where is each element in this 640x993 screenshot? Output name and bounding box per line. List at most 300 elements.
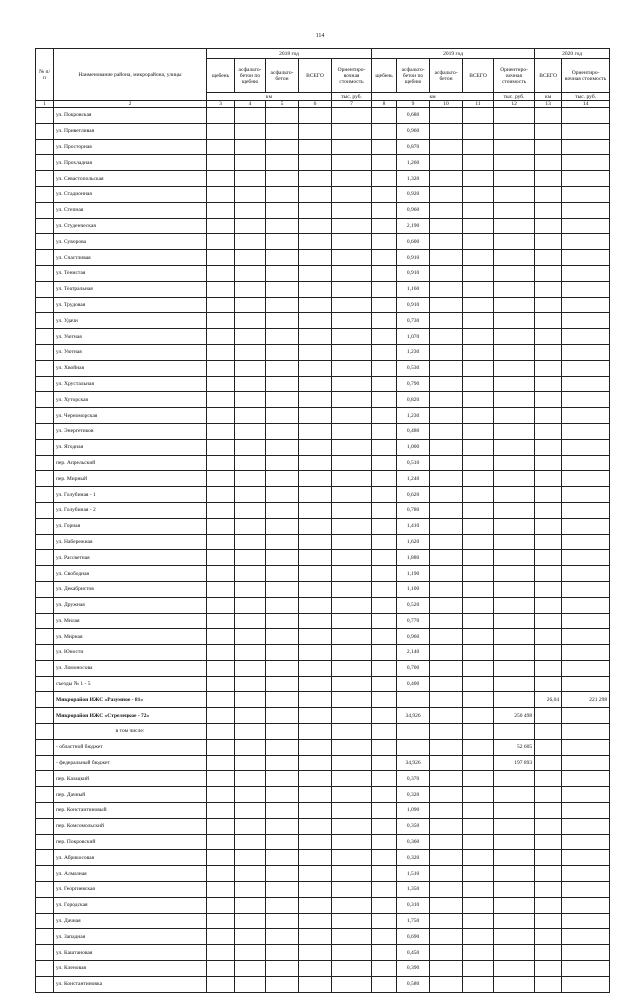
cell-col-13 [535, 834, 562, 850]
header-2019-total: ВСЕГО [463, 59, 494, 93]
cell-col-7 [332, 423, 372, 439]
cell-col-8 [372, 281, 397, 297]
cell-col-5 [266, 518, 299, 534]
header-2018-cost: Ориентиро-вочная стоимость [332, 59, 372, 93]
header-name: Наименование района, микрорайона, улицы [54, 49, 207, 101]
cell-col-14 [562, 487, 610, 503]
cell-col-11 [463, 471, 494, 487]
cell-col-8 [372, 597, 397, 613]
cell-col-3 [207, 108, 235, 124]
cell-col-1 [36, 439, 54, 455]
table-row [36, 186, 610, 202]
cell-col-10 [430, 597, 463, 613]
cell-col-8 [372, 913, 397, 929]
cell-col-11 [463, 392, 494, 408]
cell-col-1 [36, 234, 54, 250]
cell-col-9: 2,190 [397, 218, 430, 234]
cell-col-5 [266, 913, 299, 929]
cell-col-12 [494, 202, 535, 218]
cell-col-14 [562, 597, 610, 613]
cell-col-12 [494, 550, 535, 566]
unit-rub-2020: тыс. руб. [562, 93, 610, 101]
column-number: 3 [207, 101, 235, 108]
cell-col-6 [299, 629, 332, 645]
cell-col-14 [562, 186, 610, 202]
cell-col-8 [372, 423, 397, 439]
street-name: ул. Черноморская [54, 408, 207, 424]
cell-col-13 [535, 897, 562, 913]
cell-col-6 [299, 597, 332, 613]
street-name: пер. Казацкий [54, 771, 207, 787]
cell-col-8 [372, 186, 397, 202]
cell-col-11 [463, 329, 494, 345]
cell-col-8 [372, 155, 397, 171]
cell-col-9 [397, 724, 430, 740]
table-row [36, 897, 610, 913]
cell-col-3 [207, 376, 235, 392]
cell-col-3 [207, 329, 235, 345]
cell-col-4 [235, 218, 266, 234]
cell-col-4 [235, 108, 266, 124]
cell-col-12 [494, 629, 535, 645]
cell-col-7 [332, 250, 372, 266]
cell-col-7 [332, 771, 372, 787]
cell-col-12 [494, 487, 535, 503]
cell-col-1 [36, 297, 54, 313]
header-2018-total: ВСЕГО [299, 59, 332, 93]
cell-col-7 [332, 787, 372, 803]
column-number: 1 [36, 101, 54, 108]
cell-col-5 [266, 408, 299, 424]
cell-col-12 [494, 534, 535, 550]
table-row [36, 945, 610, 961]
cell-col-7 [332, 550, 372, 566]
cell-col-1 [36, 281, 54, 297]
cell-col-8 [372, 250, 397, 266]
table-row [36, 929, 610, 945]
table-row [36, 455, 610, 471]
cell-col-1 [36, 929, 54, 945]
cell-col-9: 1,100 [397, 581, 430, 597]
cell-col-3 [207, 787, 235, 803]
cell-col-12 [494, 250, 535, 266]
cell-col-9: 1,880 [397, 550, 430, 566]
cell-col-13 [535, 518, 562, 534]
cell-col-10 [430, 581, 463, 597]
cell-col-4 [235, 376, 266, 392]
cell-col-5 [266, 629, 299, 645]
cell-col-1 [36, 360, 54, 376]
cell-col-3 [207, 882, 235, 898]
table-row [36, 344, 610, 360]
cell-col-3 [207, 850, 235, 866]
cell-col-10 [430, 613, 463, 629]
cell-col-6 [299, 250, 332, 266]
header-year-2020: 2020 год [535, 49, 610, 59]
page-number: 114 [315, 33, 325, 39]
cell-col-8 [372, 518, 397, 534]
cell-col-12 [494, 123, 535, 139]
cell-col-7 [332, 834, 372, 850]
table-row [36, 502, 610, 518]
table-row [36, 155, 610, 171]
street-name: ул. Голубиная - 1 [54, 487, 207, 503]
cell-col-11 [463, 976, 494, 992]
cell-col-8 [372, 755, 397, 771]
cell-col-7 [332, 455, 372, 471]
cell-col-11 [463, 629, 494, 645]
street-name: ул. Степная [54, 202, 207, 218]
street-name: пер. Покровский [54, 834, 207, 850]
cell-col-1 [36, 913, 54, 929]
street-name: пер. Дачный [54, 787, 207, 803]
cell-col-8 [372, 850, 397, 866]
street-name: ул. Набережная [54, 534, 207, 550]
cell-col-7 [332, 613, 372, 629]
table-row [36, 755, 610, 771]
cell-col-7 [332, 818, 372, 834]
cell-col-6 [299, 139, 332, 155]
cell-col-10 [430, 139, 463, 155]
cell-col-8 [372, 739, 397, 755]
cell-col-11 [463, 139, 494, 155]
street-name: ул. Приветливая [54, 123, 207, 139]
cell-col-7 [332, 297, 372, 313]
cell-col-9: 1,510 [397, 866, 430, 882]
cell-col-9: 0,690 [397, 929, 430, 945]
cell-col-12 [494, 803, 535, 819]
cell-col-10 [430, 155, 463, 171]
cell-col-9: 0,680 [397, 108, 430, 124]
cell-col-1 [36, 818, 54, 834]
cell-col-9: 1,000 [397, 439, 430, 455]
cell-col-14 [562, 676, 610, 692]
cell-col-13 [535, 755, 562, 771]
street-name: ул. Хуторская [54, 392, 207, 408]
cell-col-6 [299, 976, 332, 992]
cell-col-1 [36, 108, 54, 124]
cell-col-7 [332, 945, 372, 961]
cell-col-7 [332, 360, 372, 376]
cell-col-11 [463, 660, 494, 676]
cell-col-7 [332, 108, 372, 124]
street-name: пер. Апрельский [54, 455, 207, 471]
cell-col-13 [535, 408, 562, 424]
cell-col-11 [463, 218, 494, 234]
cell-col-8 [372, 392, 397, 408]
column-number: 10 [430, 101, 463, 108]
table-row [36, 882, 610, 898]
cell-col-12 [494, 961, 535, 977]
table-row [36, 818, 610, 834]
cell-col-11 [463, 186, 494, 202]
cell-col-13 [535, 597, 562, 613]
cell-col-1 [36, 408, 54, 424]
cell-col-5 [266, 676, 299, 692]
cell-col-10 [430, 692, 463, 708]
cell-col-1 [36, 250, 54, 266]
cell-col-7 [332, 929, 372, 945]
cell-col-3 [207, 771, 235, 787]
table-row [36, 739, 610, 755]
cell-col-5 [266, 202, 299, 218]
cell-col-10 [430, 250, 463, 266]
cell-col-9: 1,070 [397, 329, 430, 345]
cell-col-14 [562, 171, 610, 187]
street-name: ул. Уютная [54, 329, 207, 345]
cell-col-12 [494, 645, 535, 661]
cell-col-1 [36, 423, 54, 439]
cell-col-11 [463, 202, 494, 218]
cell-col-1 [36, 976, 54, 992]
cell-col-9: 0,780 [397, 502, 430, 518]
cell-col-3 [207, 171, 235, 187]
cell-col-10 [430, 218, 463, 234]
cell-col-4 [235, 566, 266, 582]
cell-col-7 [332, 171, 372, 187]
cell-col-13 [535, 629, 562, 645]
cell-col-9: 0,350 [397, 818, 430, 834]
cell-col-5 [266, 897, 299, 913]
cell-col-14 [562, 581, 610, 597]
cell-col-3 [207, 834, 235, 850]
cell-col-7 [332, 692, 372, 708]
cell-col-7 [332, 313, 372, 329]
cell-col-7 [332, 471, 372, 487]
table-row [36, 250, 610, 266]
table-row [36, 692, 610, 708]
cell-col-12 [494, 897, 535, 913]
cell-col-8 [372, 961, 397, 977]
cell-col-9: 0,960 [397, 629, 430, 645]
cell-col-13 [535, 234, 562, 250]
cell-col-3 [207, 866, 235, 882]
cell-col-5 [266, 755, 299, 771]
cell-col-8 [372, 408, 397, 424]
cell-col-3 [207, 945, 235, 961]
cell-col-1 [36, 834, 54, 850]
cell-col-4 [235, 645, 266, 661]
cell-col-7 [332, 897, 372, 913]
cell-col-7 [332, 534, 372, 550]
cell-col-9: 0,390 [397, 961, 430, 977]
cell-col-9: 0,920 [397, 186, 430, 202]
cell-col-9: 1,090 [397, 803, 430, 819]
table-row [36, 471, 610, 487]
cell-col-6 [299, 297, 332, 313]
cell-col-8 [372, 502, 397, 518]
cell-col-8 [372, 676, 397, 692]
cell-col-3 [207, 645, 235, 661]
header-2019-asphalt: асфальто-бетон [430, 59, 463, 93]
cell-col-5 [266, 297, 299, 313]
table-row [36, 550, 610, 566]
cell-col-10 [430, 360, 463, 376]
cell-col-11 [463, 313, 494, 329]
cell-col-10 [430, 408, 463, 424]
cell-col-1 [36, 597, 54, 613]
cell-col-12 [494, 787, 535, 803]
cell-col-7 [332, 708, 372, 724]
cell-col-6 [299, 392, 332, 408]
cell-col-10 [430, 455, 463, 471]
cell-col-6 [299, 850, 332, 866]
column-number: 7 [332, 101, 372, 108]
cell-col-5 [266, 376, 299, 392]
cell-col-1 [36, 897, 54, 913]
cell-col-5 [266, 534, 299, 550]
cell-col-9: 0,320 [397, 787, 430, 803]
cell-col-13 [535, 724, 562, 740]
cell-col-4 [235, 771, 266, 787]
column-number: 8 [372, 101, 397, 108]
cell-col-6 [299, 676, 332, 692]
cell-col-13 [535, 739, 562, 755]
cell-col-5 [266, 739, 299, 755]
cell-col-7 [332, 676, 372, 692]
cell-col-5 [266, 155, 299, 171]
cell-col-14 [562, 550, 610, 566]
cell-col-8 [372, 692, 397, 708]
cell-col-13 [535, 660, 562, 676]
cell-col-12 [494, 613, 535, 629]
cell-col-1 [36, 123, 54, 139]
cell-col-11 [463, 376, 494, 392]
cell-col-9: 0,480 [397, 423, 430, 439]
cell-col-3 [207, 976, 235, 992]
cell-col-7 [332, 724, 372, 740]
cell-col-12 [494, 882, 535, 898]
cell-col-11 [463, 250, 494, 266]
cell-col-14 [562, 502, 610, 518]
cell-col-4 [235, 550, 266, 566]
cell-col-4 [235, 882, 266, 898]
cell-col-11 [463, 265, 494, 281]
cell-col-6 [299, 376, 332, 392]
cell-col-1 [36, 961, 54, 977]
cell-col-4 [235, 724, 266, 740]
cell-col-11 [463, 724, 494, 740]
cell-col-4 [235, 329, 266, 345]
cell-col-6 [299, 645, 332, 661]
cell-col-12 [494, 392, 535, 408]
cell-col-6 [299, 818, 332, 834]
cell-col-4 [235, 281, 266, 297]
table-row [36, 408, 610, 424]
cell-col-1 [36, 471, 54, 487]
cell-col-13 [535, 613, 562, 629]
cell-col-13 [535, 376, 562, 392]
cell-col-13 [535, 265, 562, 281]
cell-col-12 [494, 360, 535, 376]
table-row [36, 771, 610, 787]
cell-col-4 [235, 155, 266, 171]
cell-col-13 [535, 961, 562, 977]
cell-col-9: 0,360 [397, 834, 430, 850]
cell-col-7 [332, 329, 372, 345]
cell-col-7 [332, 186, 372, 202]
cell-col-1 [36, 676, 54, 692]
street-name: ул. Просторная [54, 139, 207, 155]
cell-col-9: 0,370 [397, 771, 430, 787]
cell-col-8 [372, 566, 397, 582]
cell-col-3 [207, 897, 235, 913]
cell-col-11 [463, 360, 494, 376]
cell-col-5 [266, 660, 299, 676]
column-number: 11 [463, 101, 494, 108]
cell-col-4 [235, 787, 266, 803]
cell-col-4 [235, 629, 266, 645]
cell-col-7 [332, 123, 372, 139]
cell-col-9: 0,870 [397, 139, 430, 155]
cell-col-6 [299, 155, 332, 171]
cell-col-3 [207, 613, 235, 629]
cell-col-12 [494, 265, 535, 281]
cell-col-13 [535, 108, 562, 124]
cell-col-13 [535, 186, 562, 202]
cell-col-13 [535, 344, 562, 360]
cell-col-11 [463, 945, 494, 961]
cell-col-1 [36, 787, 54, 803]
table-row [36, 724, 610, 740]
cell-col-13 [535, 676, 562, 692]
cell-col-13 [535, 439, 562, 455]
cell-col-3 [207, 708, 235, 724]
cell-col-8 [372, 344, 397, 360]
cell-col-7 [332, 265, 372, 281]
cell-col-9: 1,350 [397, 882, 430, 898]
cell-col-12 [494, 218, 535, 234]
header-year-2019: 2019 год [372, 49, 535, 59]
header-2018-asphalt-on-gravel: асфальто-бетон по щебню [235, 59, 266, 93]
cell-col-9: 0,520 [397, 597, 430, 613]
cell-col-5 [266, 581, 299, 597]
cell-col-10 [430, 471, 463, 487]
cell-col-12 [494, 281, 535, 297]
cell-col-13 [535, 850, 562, 866]
street-name: ул. Голубиная - 2 [54, 502, 207, 518]
cell-col-1 [36, 534, 54, 550]
cell-col-3 [207, 913, 235, 929]
street-name: - областной бюджет [54, 739, 207, 755]
cell-col-6 [299, 234, 332, 250]
cell-col-14 [562, 265, 610, 281]
cell-col-14 [562, 155, 610, 171]
table-row [36, 787, 610, 803]
cell-col-13 [535, 581, 562, 597]
table-row [36, 376, 610, 392]
cell-col-6 [299, 502, 332, 518]
cell-col-8 [372, 834, 397, 850]
cell-col-10 [430, 818, 463, 834]
cell-col-4 [235, 313, 266, 329]
cell-col-11 [463, 613, 494, 629]
cell-col-7 [332, 408, 372, 424]
cell-col-14 [562, 408, 610, 424]
cell-col-14 [562, 439, 610, 455]
cell-col-4 [235, 945, 266, 961]
cell-col-6 [299, 897, 332, 913]
cell-col-9: 0,910 [397, 250, 430, 266]
cell-col-5 [266, 360, 299, 376]
cell-col-6 [299, 534, 332, 550]
street-name: ул. Алмазная [54, 866, 207, 882]
cell-col-12 [494, 408, 535, 424]
cell-col-6 [299, 313, 332, 329]
cell-col-5 [266, 487, 299, 503]
cell-col-7 [332, 645, 372, 661]
cell-col-14 [562, 818, 610, 834]
